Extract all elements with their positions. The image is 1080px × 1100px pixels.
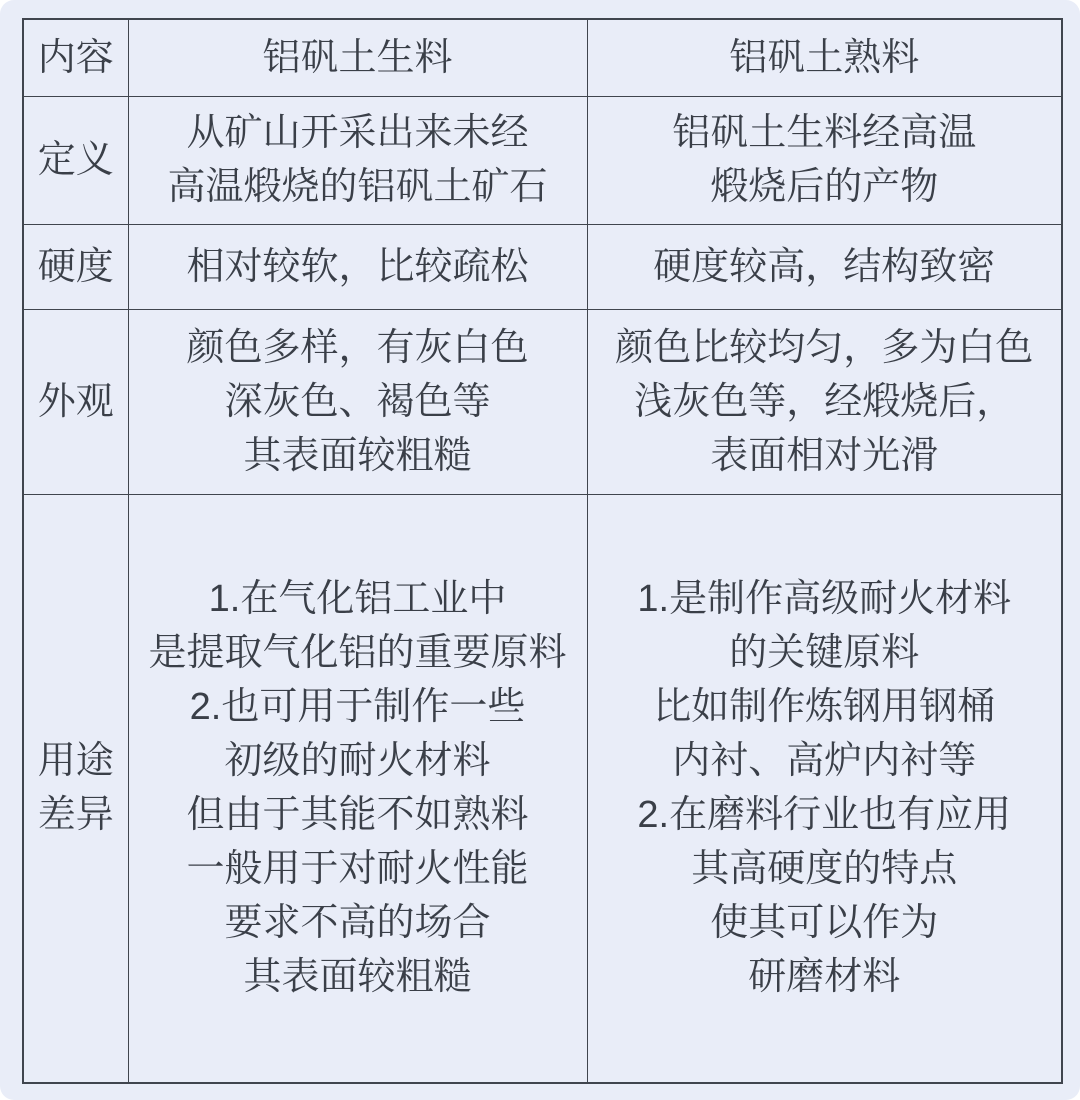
cell-definition-calcined-bauxite: [587, 96, 1062, 224]
cell-text-line: 表面相对光滑: [710, 434, 939, 477]
table-body: [23, 19, 1062, 1083]
cell-text-line: 从矿山开采出来未经: [186, 112, 529, 154]
cell-text-line: 深灰色、褐色等: [224, 380, 491, 423]
row-label-line: 用途: [37, 740, 114, 783]
table-row-appearance: [23, 309, 1062, 494]
row-label-line: 差异: [37, 794, 114, 837]
table-row-content: [23, 19, 1062, 96]
cell-text-line: 比如制作炼钢用钢桶: [653, 686, 996, 729]
cell-content-calcined-bauxite: [587, 19, 1062, 96]
cell-text-line: 的关键原料: [729, 632, 920, 675]
row-label-line: 外观: [37, 380, 114, 423]
row-label-definition: [23, 96, 128, 224]
cell-text-line: 其表面较粗糙: [243, 956, 472, 999]
row-label-line: 硬度: [37, 245, 114, 288]
cell-text-line: 煅烧后的产物: [710, 166, 939, 208]
row-label-content: [23, 19, 128, 96]
bauxite-comparison-table: [22, 18, 1063, 1084]
cell-text-line: 硬度较高，结构致密: [653, 245, 996, 288]
cell-text-line: 是提取气化铝的重要原料: [148, 632, 567, 675]
cell-text-line: 要求不高的场合: [224, 902, 491, 945]
cell-text-line: 浅灰色等，经煅烧后，: [634, 380, 1015, 423]
cell-text-line: 2.也可用于制作一些: [189, 686, 526, 729]
cell-text-line: 1.在气化铝工业中: [208, 578, 507, 621]
cell-hardness-raw-bauxite: [128, 224, 587, 309]
cell-text-line: 研磨材料: [748, 956, 901, 999]
row-label-line: 内容: [37, 36, 114, 79]
table-row-usage: [23, 494, 1062, 1083]
cell-text-line: 铝矾土生料: [262, 36, 453, 79]
cell-appearance-calcined-bauxite: [587, 309, 1062, 494]
cell-text-line: 高温煅烧的铝矾土矿石: [167, 166, 548, 208]
cell-text-line: 颜色比较均匀，多为白色: [615, 326, 1034, 369]
cell-hardness-calcined-bauxite: [587, 224, 1062, 309]
cell-text-line: 相对较软，比较疏松: [186, 245, 529, 288]
cell-usage-calcined-bauxite: [587, 494, 1062, 1083]
cell-text-line: 铝矾土熟料: [729, 36, 920, 79]
cell-text-line: 内衬、高炉内衬等: [672, 740, 977, 783]
row-label-hardness: [23, 224, 128, 309]
cell-usage-raw-bauxite: [128, 494, 587, 1083]
cell-text-line: 但由于其能不如熟料: [186, 794, 529, 837]
cell-text-line: 使其可以作为: [710, 902, 939, 945]
row-label-usage: [23, 494, 128, 1083]
cell-text-line: 铝矾土生料经高温: [672, 112, 977, 154]
cell-content-raw-bauxite: [128, 19, 587, 96]
cell-text-line: 一般用于对耐火性能: [186, 848, 529, 891]
cell-text-line: 其高硬度的特点: [691, 848, 958, 891]
cell-appearance-raw-bauxite: [128, 309, 587, 494]
table-row-definition: [23, 96, 1062, 224]
row-label-appearance: [23, 309, 128, 494]
cell-text-line: 初级的耐火材料: [224, 740, 491, 783]
cell-text-line: 2.在磨料行业也有应用: [637, 794, 1012, 837]
cell-text-line: 其表面较粗糙: [243, 434, 472, 477]
cell-text-line: 颜色多样，有灰白色: [186, 326, 529, 369]
cell-text-line: 1.是制作高级耐火材料: [637, 578, 1012, 621]
cell-definition-raw-bauxite: [128, 96, 587, 224]
table-row-hardness: [23, 224, 1062, 309]
row-label-line: 定义: [37, 139, 114, 181]
